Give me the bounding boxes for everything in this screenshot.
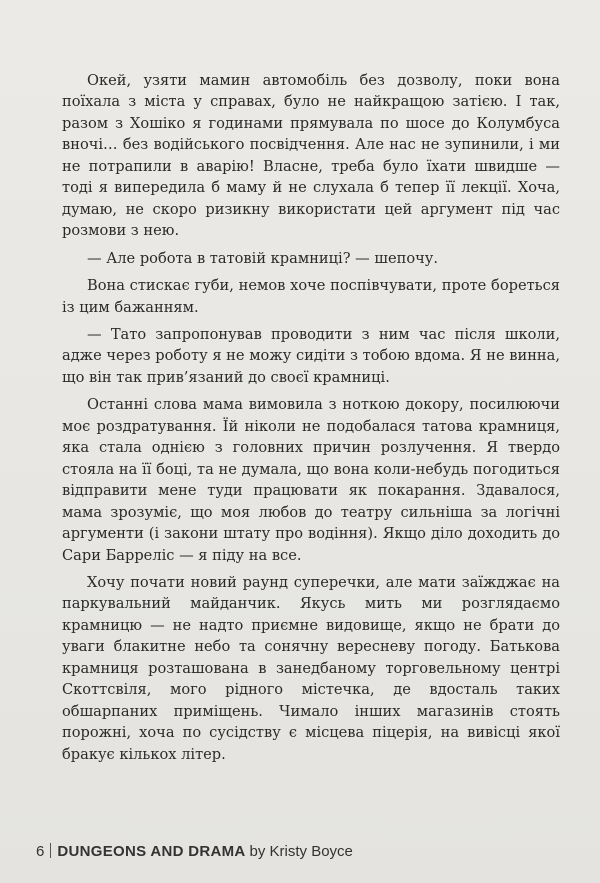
paragraph: — Тато запропонував проводити з ним час після школи, адже через роботу я не можу сидіти з тобою вдома. Я не винна, що він так прив’язаний до своєї крамниці. — [62, 325, 560, 386]
book-byline: by Kristy Boyce — [249, 843, 353, 860]
page-number: 6 — [36, 843, 45, 860]
page-footer — [36, 843, 353, 860]
paragraph: Вона стискає губи, немов хоче поспівчувати, проте бореться із цим бажанням. — [62, 277, 560, 316]
book-title: DUNGEONS AND DRAMA — [57, 843, 246, 860]
body-text — [62, 70, 560, 765]
paragraph: — Але робота в татовій крамниці? — шепочу. — [87, 249, 438, 267]
paragraph: Останні слова мама вимовила з ноткою докору, посилюючи моє роздратування. Їй ніколи не подобалася татова крамниця, яка стала однією з головних причин розлучення. Я твердо стояла на її боці, та не думала, що вона коли-небудь погодиться відправити мене туди працювати як покарання. Здавалося, мама зрозуміє, що моя любов до театру сильніша за логічні аргументи (і закони штату про водіння). Якщо діло доходить до Сари Барреліс — я піду на все. — [62, 396, 560, 564]
paragraph: Окей, узяти мамин автомобіль без дозволу, поки вона поїхала з міста у справах, було не найкращою затією. І так, разом з Хошіко я годинами прямувала по шосе до Колумбуса вночі… без водійського посвідчення. Але нас не зупинили, і ми не потрапили в аварію! Власне, треба було їхати швидше — тоді я випередила б маму й не слухала б тепер її лекції. Хоча, думаю, не скоро ризикну використати цей аргумент під час розмови з нею. — [62, 72, 560, 240]
paragraph: Хочу почати новий раунд суперечки, але мати заїжджає на паркувальний майданчик. Якусь мить ми розглядаємо крамницю — не надто приємне видовище, якщо не брати до уваги блакитне небо та сонячну вересневу погоду. Батькова крамниця розташована в занедбаному торговельному центрі Скоттсвіля, мого рідного містечка, де вдосталь таких обшарпаних приміщень. Чимало інших магазинів стоять порожні, хоча по сусідству є місцева піцерія, на вивісці якої бракує кількох літер. — [62, 573, 560, 763]
footer-divider — [50, 843, 51, 858]
